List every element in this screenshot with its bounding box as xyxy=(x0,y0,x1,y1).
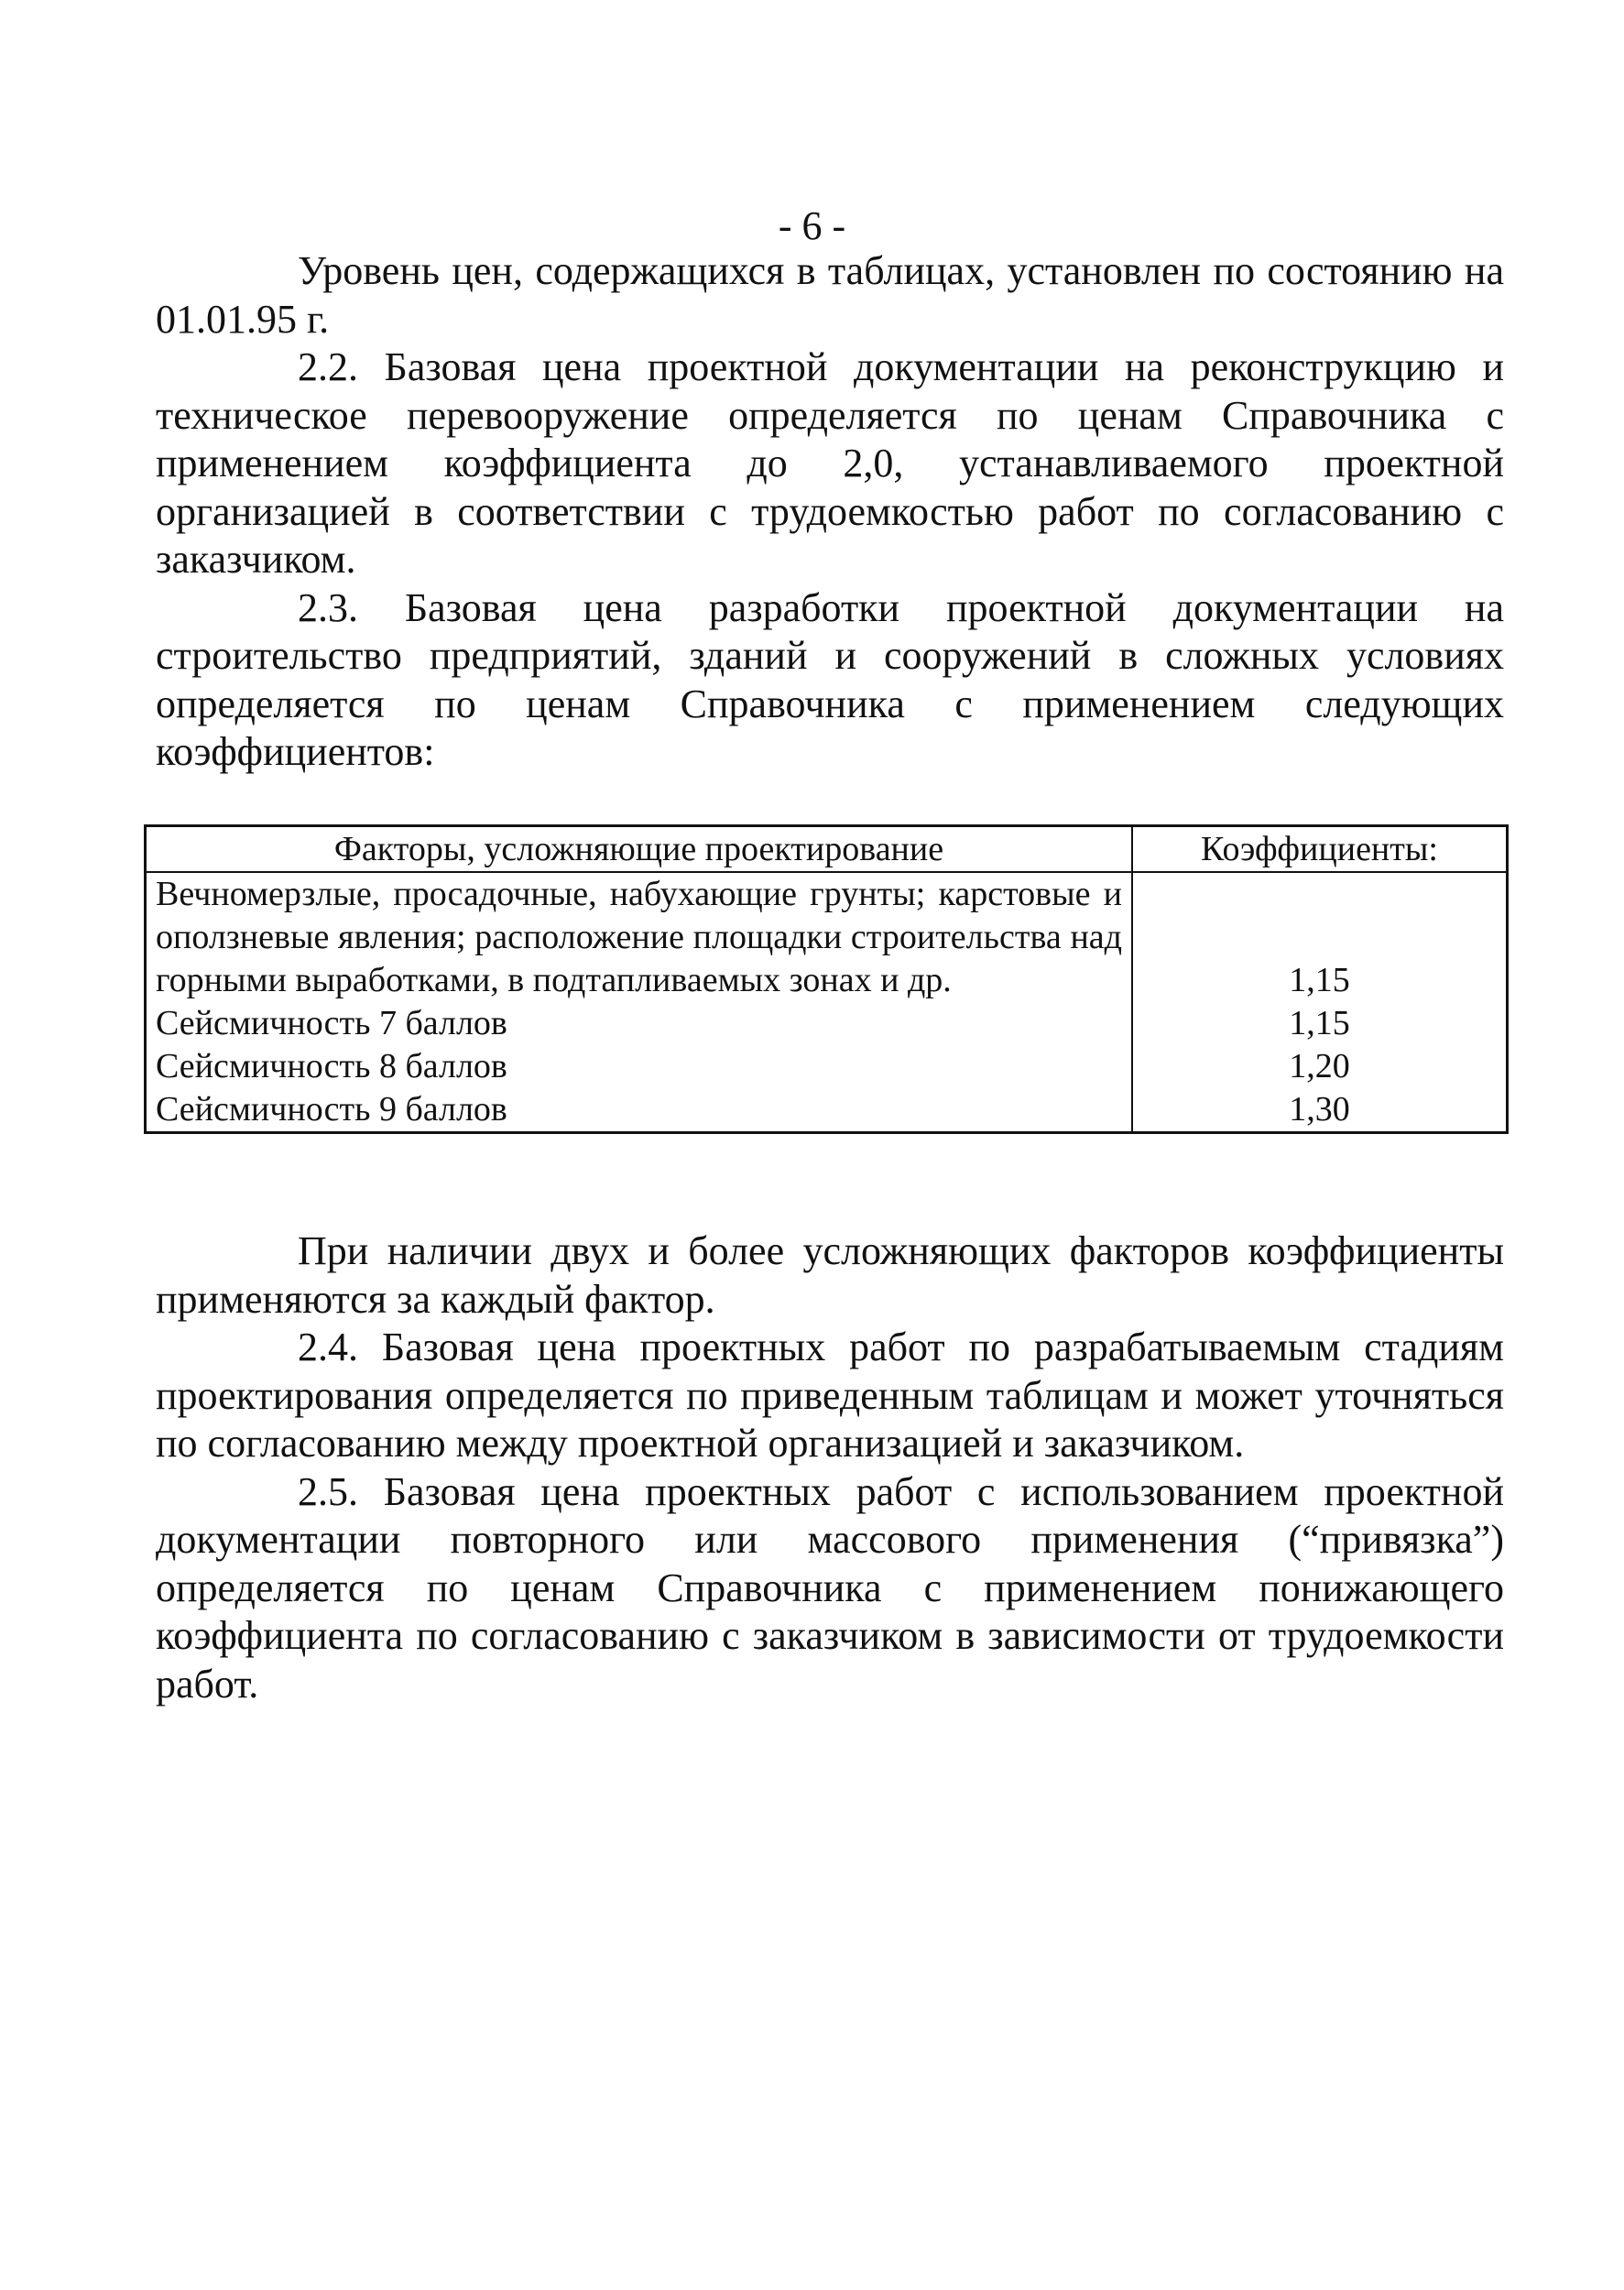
header-coefficients: Коэффициенты: xyxy=(1132,826,1508,873)
header-factors: Факторы, усложняющие проектирование xyxy=(146,826,1133,873)
paragraph-price-level: Уровень цен, содержащихся в таблицах, установлен по состоянию на 01.01.95 г. xyxy=(156,248,1504,342)
paragraph-2-3: 2.3. Базовая цена разработки проектной документации на строительство предприятий, зданий и сооружений в сложных условиях определяется по ценам Справочника с применением следующих коэффициентов: xyxy=(156,584,1504,774)
page-number: - 6 - xyxy=(778,203,846,248)
table-row xyxy=(146,1088,1508,1133)
coefficient-cell: 1,30 xyxy=(1132,1088,1508,1133)
paragraph-multiple-factors: При наличии двух и более усложняющих факторов коэффициенты применяются за каждый фактор. xyxy=(156,1228,1504,1322)
factor-cell: Вечномерзлые, просадочные, набухающие грунты; карстовые и оползневые явления; расположение площадки строительства над горными выработками, в подтапливаемых зонах и др. xyxy=(146,872,1133,1002)
paragraph-2-2: 2.2. Базовая цена проектной документации на реконструкцию и техническое перевооружение определяется по ценам Справочника с применением коэффициента до 2,0, устанавливаемого проектной организацией в соответствии с трудоемкостью работ по согласованию с заказчиком. xyxy=(156,344,1504,582)
table-header-row xyxy=(146,826,1508,873)
table-row xyxy=(146,1002,1508,1045)
paragraph-2-5: 2.5. Базовая цена проектных работ с использованием проектной документации повторного или массового применения (“привязка”) определяется по ценам Справочника с применением понижающего коэффициента по согласованию с заказчиком в зависимости от трудоемкости работ. xyxy=(156,1468,1504,1707)
text-block-top xyxy=(156,247,1504,777)
coefficient-cell: 1,20 xyxy=(1132,1045,1508,1088)
coefficient-cell: 1,15 xyxy=(1132,872,1508,1002)
table-row xyxy=(146,872,1508,1002)
factor-cell: Сейсмичность 9 баллов xyxy=(146,1088,1133,1133)
factor-cell: Сейсмичность 7 баллов xyxy=(146,1002,1133,1045)
table-row xyxy=(146,1045,1508,1088)
coefficients-table xyxy=(144,824,1509,1134)
factor-cell: Сейсмичность 8 баллов xyxy=(146,1045,1133,1088)
text-block-bottom xyxy=(156,1227,1504,1708)
coefficient-cell: 1,15 xyxy=(1132,1002,1508,1045)
paragraph-2-4: 2.4. Базовая цена проектных работ по разрабатываемым стадиям проектирования определяется по приведенным таблицам и может уточняться по согласованию между проектной организацией и заказчиком. xyxy=(156,1325,1504,1466)
